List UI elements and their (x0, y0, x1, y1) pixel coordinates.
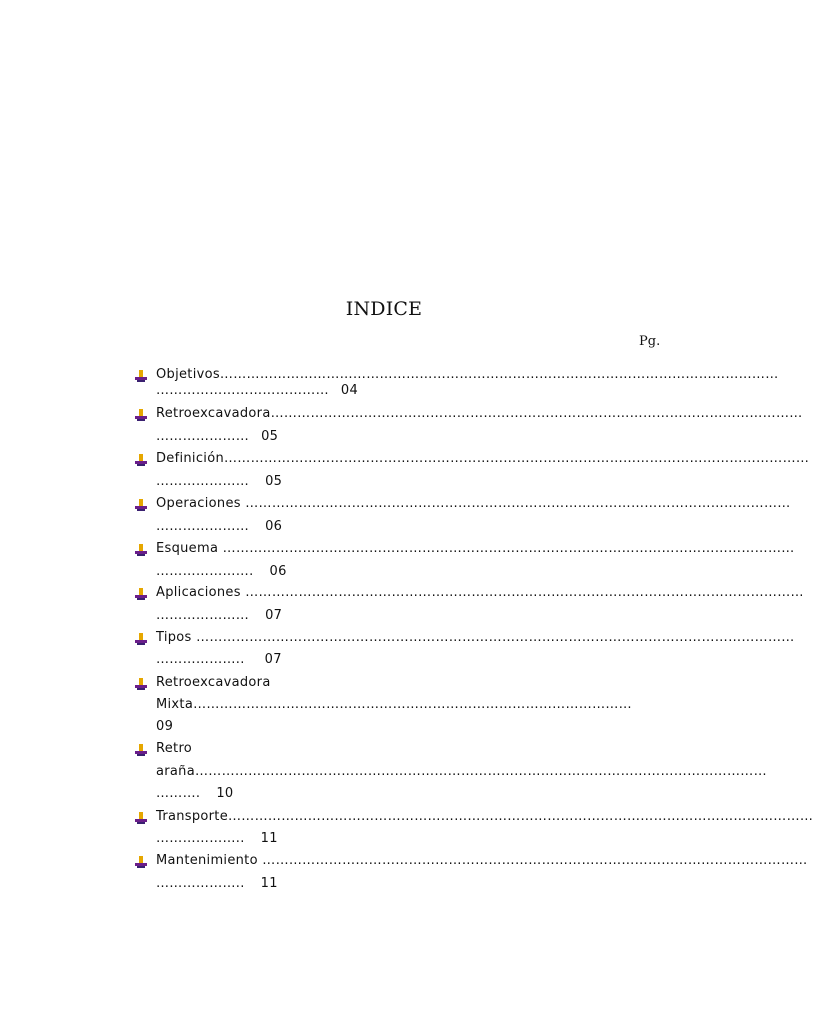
leader-dots: ……………….. (156, 876, 245, 891)
page-column-header: Pg. (639, 334, 661, 349)
toc-entry-continuation (156, 608, 282, 624)
leader-dots: ………………… (156, 519, 250, 534)
toc-entry-label: Transporte…………………………………………………………………………………………………………………… (156, 809, 813, 824)
toc-entry-continuation: Mixta……………………………………………………………………………………… (156, 697, 632, 712)
bullet-icon (134, 632, 148, 646)
bullet-icon (134, 743, 148, 757)
toc-entry-label: Operaciones …………………………………………………………………………………………………………… (156, 496, 791, 511)
toc-entry-label: Objetivos……………………………………………………………………………………………………………… (156, 367, 779, 382)
page-number: 06 (265, 519, 283, 534)
page-number: 11 (260, 876, 278, 891)
toc-entry-continuation (156, 876, 278, 892)
page-number: 10 (216, 786, 234, 801)
toc-entry-retro-arana (134, 741, 767, 803)
leader-dots: ………………… (156, 429, 250, 444)
toc-entry-continuation: araña………………………………………………………………………………………………………………… (156, 764, 767, 779)
bullet-icon (134, 369, 148, 383)
page-number: 07 (264, 652, 282, 667)
toc-entry-mantenimiento (134, 853, 808, 893)
bullet-icon (134, 498, 148, 512)
toc-entry-continuation (156, 564, 287, 580)
leader-dots: …………………. (156, 564, 254, 579)
bullet-icon (134, 677, 148, 691)
leader-dots: ………………… (156, 608, 250, 623)
toc-entry-continuation (156, 429, 278, 445)
bullet-icon (134, 408, 148, 422)
toc-entry-label: Definición…………………………………………………………………………………………………………………… (156, 451, 810, 466)
page-number: 06 (269, 564, 287, 579)
bullet-icon (134, 587, 148, 601)
leader-dots: ……………….. (156, 652, 245, 667)
toc-entry-label: Esquema ………………………………………………………………………………………………………………… (156, 541, 795, 556)
page-number: 04 (340, 383, 359, 398)
leader-dots: ………………… (156, 474, 250, 489)
toc-entry-aplicaciones (134, 585, 804, 625)
toc-entry-retroexcavadora (134, 406, 803, 446)
toc-entry-tipos (134, 630, 795, 670)
toc-entry-definicion (134, 451, 810, 491)
toc-entry-operaciones (134, 496, 791, 536)
page-number: 07 (265, 608, 283, 623)
toc-entry-transporte (134, 809, 813, 849)
toc-entry-continuation (156, 831, 278, 847)
toc-entry-continuation (156, 474, 282, 490)
page-number: 09 (156, 719, 174, 734)
document-title: INDICE (345, 298, 423, 320)
page-number: 05 (265, 474, 283, 489)
toc-entry-continuation (156, 519, 282, 535)
bullet-icon (134, 453, 148, 467)
toc-entry-retroexcavadora-mixta (134, 675, 664, 737)
toc-entry-label: Retro (156, 741, 193, 756)
toc-entry-objetivos (134, 367, 779, 403)
leader-dots: ………………………………… (156, 383, 329, 398)
toc-entry-label: Tipos ……………………………………………………………………………………………………………………… (156, 630, 795, 645)
toc-entry-esquema (134, 541, 795, 581)
leader-dots: ……………….. (156, 831, 245, 846)
toc-entry-label: Aplicaciones ……………………………………………………………………………………………………………… (156, 585, 804, 600)
bullet-icon (134, 811, 148, 825)
bullet-icon (134, 543, 148, 557)
toc-entry-continuation (156, 652, 282, 668)
page-number: 11 (260, 831, 278, 846)
toc-entry-label: Retroexcavadora (156, 675, 271, 690)
toc-entry-label: Retroexcavadora………………………………………………………………………………………………………… (156, 406, 803, 421)
toc-entry-continuation (156, 383, 358, 399)
page-number: 05 (261, 429, 279, 444)
bullet-icon (134, 855, 148, 869)
toc-entry-label: Mantenimiento …………………………………………………………………………………………………………… (156, 853, 808, 868)
toc-entry-continuation (156, 786, 234, 802)
leader-dots: ………. (156, 786, 201, 801)
